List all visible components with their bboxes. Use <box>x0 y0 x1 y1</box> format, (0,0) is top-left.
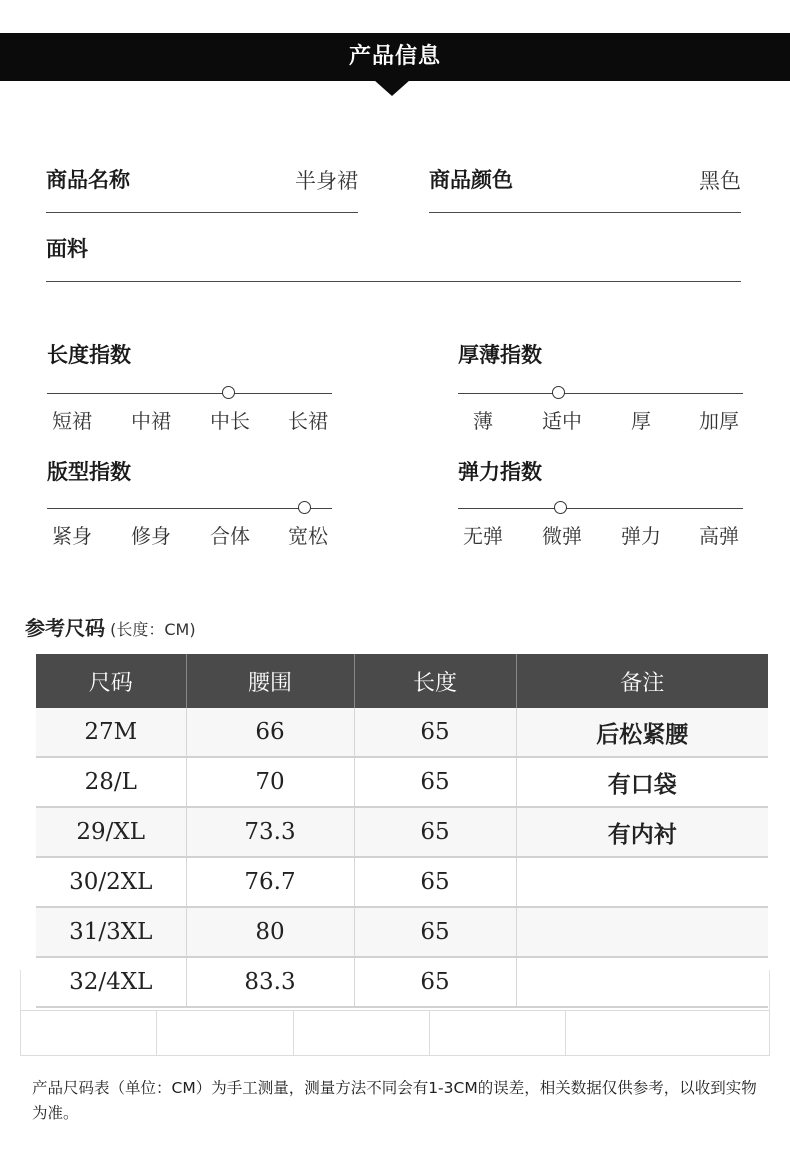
table-row <box>36 708 768 757</box>
size-chart-heading <box>25 612 196 641</box>
size-chart-title: 参考尺码 <box>25 616 105 640</box>
empty-cell <box>157 1011 293 1055</box>
notes-cell <box>516 907 768 957</box>
notes-cell: 后松紧腰 <box>516 708 768 757</box>
thickness-index-scale <box>458 393 743 394</box>
length-cell: 65 <box>354 708 516 757</box>
elasticity-index-title: 弹力指数 <box>458 460 542 484</box>
size-cell: 28/L <box>36 757 186 807</box>
table-row <box>36 857 768 907</box>
elasticity-option: 弹力 <box>621 524 661 548</box>
table-row <box>36 807 768 857</box>
product-color-label: 商品颜色 <box>429 168 513 192</box>
table-residue <box>20 970 770 1010</box>
empty-grid-row <box>20 1010 770 1056</box>
thickness-index-title: 厚薄指数 <box>458 343 542 367</box>
size-table <box>36 654 768 1008</box>
length-cell: 65 <box>354 807 516 857</box>
waist-cell: 76.7 <box>186 857 354 907</box>
thickness-option: 薄 <box>473 409 493 433</box>
size-chart-unit: (长度：CM) <box>110 620 196 639</box>
header-title: 产品信息 <box>348 44 441 69</box>
fit-option: 修身 <box>131 524 171 548</box>
thickness-index-marker <box>552 386 565 399</box>
size-cell: 31/3XL <box>36 907 186 957</box>
divider <box>46 281 741 282</box>
divider <box>46 212 358 213</box>
product-name-value: 半身裙 <box>295 169 358 193</box>
fit-option: 紧身 <box>52 524 92 548</box>
length-option: 中裙 <box>131 409 171 433</box>
empty-cell <box>21 1011 157 1055</box>
product-color-value: 黑色 <box>699 169 741 193</box>
length-cell: 65 <box>354 757 516 807</box>
length-index-title: 长度指数 <box>47 343 131 367</box>
size-cell: 27M <box>36 708 186 757</box>
length-index-marker <box>222 386 235 399</box>
fit-index-marker <box>298 501 311 514</box>
empty-cell <box>430 1011 566 1055</box>
length-index-scale <box>47 393 332 394</box>
divider <box>429 212 741 213</box>
header-notch <box>374 80 410 96</box>
notes-cell: 有内衬 <box>516 807 768 857</box>
fit-index-title: 版型指数 <box>47 460 131 484</box>
notes-cell: 有口袋 <box>516 757 768 807</box>
header-notes: 备注 <box>516 654 768 708</box>
elasticity-index-scale <box>458 508 743 509</box>
elasticity-option: 无弹 <box>463 524 503 548</box>
waist-cell: 73.3 <box>186 807 354 857</box>
thickness-option: 厚 <box>631 409 651 433</box>
header-length: 长度 <box>354 654 516 708</box>
fabric-label: 面料 <box>46 237 88 261</box>
fit-option: 宽松 <box>288 524 328 548</box>
size-table-header <box>36 654 768 708</box>
waist-cell: 83.3 <box>186 957 354 1007</box>
length-cell: 65 <box>354 857 516 907</box>
size-cell: 30/2XL <box>36 857 186 907</box>
notes-cell <box>516 857 768 907</box>
table-row <box>36 907 768 957</box>
thickness-option: 加厚 <box>699 409 739 433</box>
size-cell: 32/4XL <box>36 957 186 1007</box>
table-row <box>36 757 768 807</box>
thickness-option: 适中 <box>542 409 582 433</box>
size-cell: 29/XL <box>36 807 186 857</box>
length-option: 长裙 <box>288 409 328 433</box>
elasticity-option: 高弹 <box>699 524 739 548</box>
length-option: 短裙 <box>52 409 92 433</box>
elasticity-option: 微弹 <box>542 524 582 548</box>
size-footnote: 产品尺码表（单位：CM）为手工测量，测量方法不同会有1-3CM的误差，相关数据仅供参考，以收到实物为准。 <box>32 1079 757 1122</box>
elasticity-index-marker <box>554 501 567 514</box>
empty-cell <box>566 1011 769 1055</box>
waist-cell: 66 <box>186 708 354 757</box>
empty-cell <box>294 1011 430 1055</box>
product-name-label: 商品名称 <box>46 168 130 192</box>
length-cell: 65 <box>354 957 516 1007</box>
length-cell: 65 <box>354 907 516 957</box>
header-waist: 腰围 <box>186 654 354 708</box>
waist-cell: 70 <box>186 757 354 807</box>
waist-cell: 80 <box>186 907 354 957</box>
fit-index-scale <box>47 508 332 509</box>
length-option: 中长 <box>210 409 250 433</box>
header-size: 尺码 <box>36 654 186 708</box>
fit-option: 合体 <box>210 524 250 548</box>
